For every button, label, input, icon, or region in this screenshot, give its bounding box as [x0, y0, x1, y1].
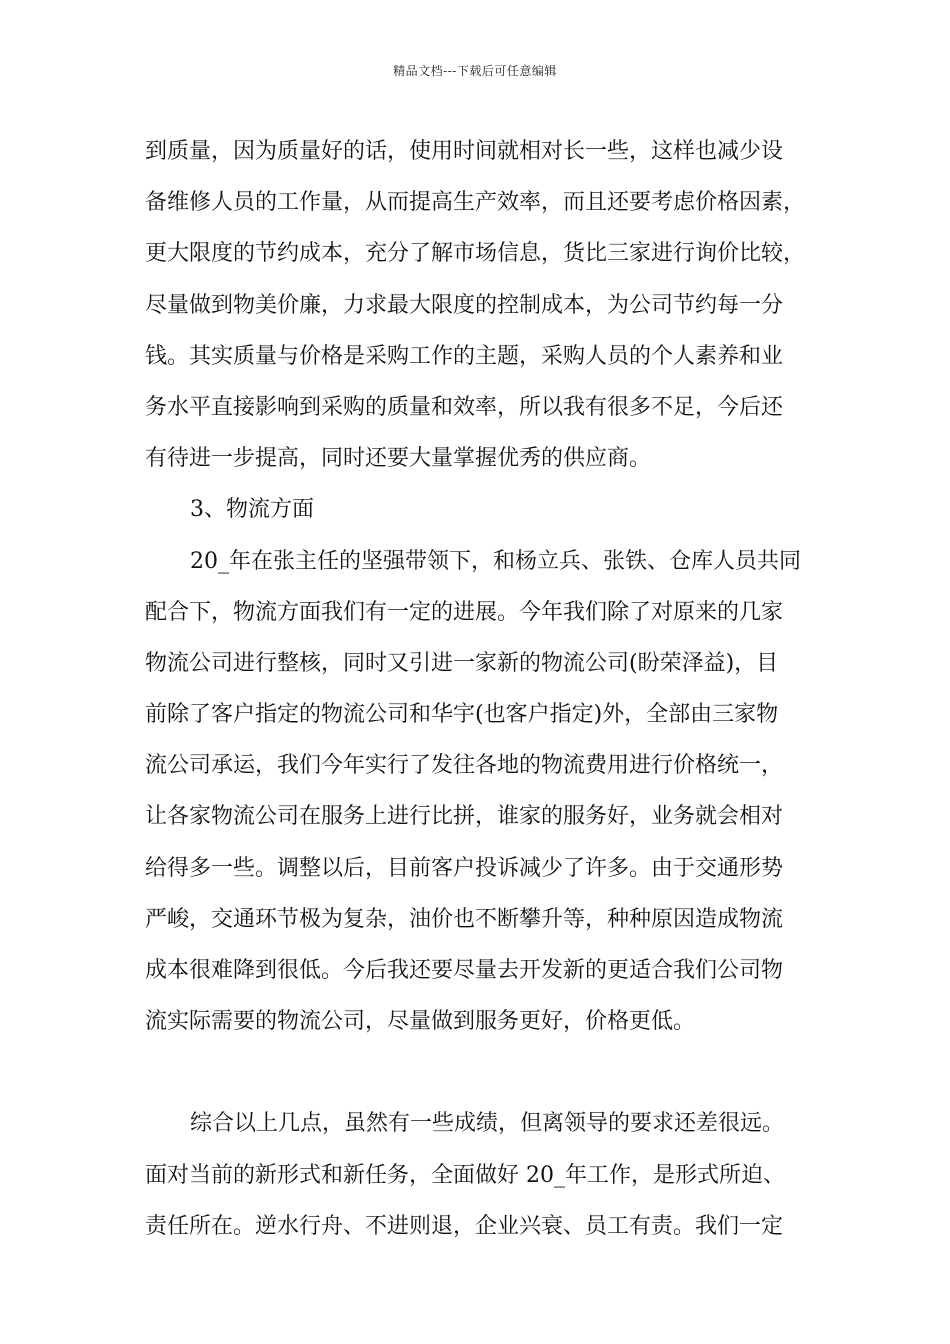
text-line: 务水平直接影响到采购的质量和效率，所以我有很多不足，今后还	[145, 394, 784, 420]
text-line: 面对当前的新形式和新任务，全面做好 20_年工作，是形式所迫、	[145, 1162, 785, 1188]
page-header: 精品文档---下载后可任意编辑	[393, 64, 557, 78]
text-line: 到质量，因为质量好的话，使用时间就相对长一些，这样也减少设	[145, 139, 784, 164]
text-line: 配合下，物流方面我们有一定的进展。今年我们除了对原来的几家	[145, 599, 784, 625]
text-line: 更大限度的节约成本，充分了解市场信息，货比三家进行询价比较，	[145, 241, 806, 267]
text-line: 前除了客户指定的物流公司和华宇(也客户指定)外，全部由三家物	[145, 702, 779, 728]
document-body	[145, 126, 825, 1252]
text-line: 流公司承运，我们今年实行了发往各地的物流费用进行价格统一，	[145, 753, 784, 779]
text-line: 备维修人员的工作量，从而提高生产效率，而且还要考虑价格因素，	[145, 190, 806, 216]
text-line: 给得多一些。调整以后，目前客户投诉减少了许多。由于交通形势	[145, 855, 784, 881]
paragraph-gap	[145, 1047, 825, 1098]
text-line: 综合以上几点，虽然有一些成绩，但离领导的要求还差很远。	[190, 1111, 785, 1137]
paragraph	[145, 126, 825, 484]
text-line: 尽量做到物美价廉，力求最大限度的控制成本，为公司节约每一分	[145, 292, 784, 318]
text-line: 钱。其实质量与价格是采购工作的主题，采购人员的个人素养和业	[145, 343, 784, 369]
paragraph	[145, 1098, 825, 1252]
text-line: 成本很难降到很低。今后我还要尽量去开发新的更适合我们公司物	[145, 958, 784, 983]
paragraph	[145, 536, 825, 1048]
text-line: 20_年在张主任的坚强带领下，和杨立兵、张铁、仓库人员共同	[190, 548, 801, 574]
text-line: 物流公司进行整核，同时又引进一家新的物流公司(盼荣泽益)，目	[145, 650, 779, 676]
text-line: 有待进一步提高，同时还要大量掌握优秀的供应商。	[145, 446, 652, 472]
text-line: 严峻，交通环节极为复杂，油价也不断攀升等，种种原因造成物流	[145, 906, 784, 932]
text-line: 流实际需要的物流公司，尽量做到服务更好，价格更低。	[145, 1009, 696, 1035]
section-heading	[145, 484, 825, 535]
text-line: 让各家物流公司在服务上进行比拼，谁家的服务好，业务就会相对	[145, 804, 784, 830]
text-line: 3、物流方面	[190, 497, 314, 523]
text-line: 责任所在。逆水行舟、不进则退，企业兴衰、员工有责。我们一定	[145, 1213, 784, 1239]
